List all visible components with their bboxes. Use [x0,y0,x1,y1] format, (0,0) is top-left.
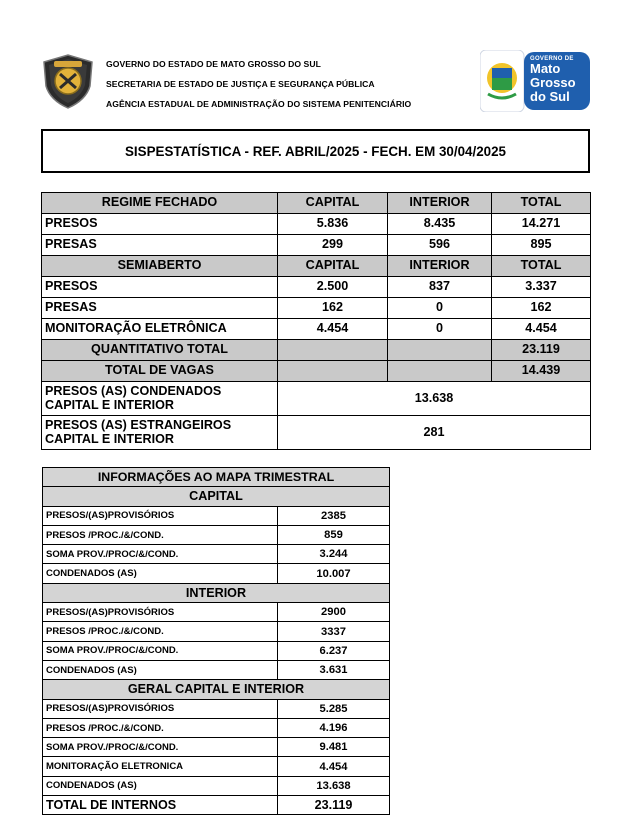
table-row [43,603,390,622]
row-label: MONITORAÇÃO ELETRÔNICA [42,319,278,340]
institution-header [106,54,411,114]
row-label: PRESOS /PROC./&/COND. [43,718,278,737]
section-header-geral: GERAL CAPITAL E INTERIOR [43,680,390,699]
header-regime-fechado: REGIME FECHADO [42,193,278,214]
interior-value: 0 [388,298,492,319]
total-internos-label: TOTAL DE INTERNOS [43,796,278,815]
total-value: 14.271 [492,214,591,235]
interior-value: 596 [388,235,492,256]
header-capital: CAPITAL [278,256,388,277]
condenados-label [42,382,278,416]
estrangeiros-label-line2: CAPITAL E INTERIOR [45,431,174,446]
row-label: SOMA PROV./PROC/&/COND. [43,738,278,757]
condenados-label-line2: CAPITAL E INTERIOR [45,397,174,412]
table-row [42,319,591,340]
row-value: 2385 [278,506,390,525]
capital-value: 4.454 [278,319,388,340]
agepen-badge-logo [40,52,96,110]
table-row [43,525,390,544]
estrangeiros-label [42,416,278,450]
row-value: 3.631 [278,660,390,679]
header-interior: INTERIOR [388,256,492,277]
row-label: PRESOS [42,214,278,235]
quantitativo-total-row [42,340,591,361]
table-row [43,564,390,583]
row-value: 4.454 [278,757,390,776]
regime-statistics-table [41,192,591,450]
row-value: 3337 [278,622,390,641]
interior-value: 0 [388,319,492,340]
total-vagas-row [42,361,591,382]
ms-government-logo [480,50,590,112]
header-line-agency: AGÊNCIA ESTADUAL DE ADMINISTRAÇÃO DO SISTEMA PENITENCIÁRIO [106,99,412,109]
row-label: PRESAS [42,235,278,256]
quarterly-map-title: INFORMAÇÕES AO MAPA TRIMESTRAL [43,468,390,487]
row-value: 4.196 [278,718,390,737]
estrangeiros-label-line1: PRESOS (AS) ESTRANGEIROS [45,418,232,433]
row-value: 2900 [278,603,390,622]
condenados-value: 13.638 [278,382,591,416]
condenados-row [42,382,591,416]
row-label: SOMA PROV./PROC/&/COND. [43,545,278,564]
estrangeiros-value: 281 [278,416,591,450]
interior-value: 837 [388,277,492,298]
report-title-box [41,129,590,173]
estrangeiros-row [42,416,591,450]
capital-value: 2.500 [278,277,388,298]
table-row [43,660,390,679]
total-vagas-label: TOTAL DE VAGAS [42,361,278,382]
table-row [43,776,390,795]
row-label: CONDENADOS (AS) [43,776,278,795]
table-row [43,738,390,757]
row-label: CONDENADOS (AS) [43,660,278,679]
capital-value: 5.836 [278,214,388,235]
row-label: PRESOS [42,277,278,298]
table-header-row [42,193,591,214]
header-interior: INTERIOR [388,193,492,214]
header-total: TOTAL [492,256,591,277]
table-row [43,699,390,718]
table-row [43,622,390,641]
table-header-row [42,256,591,277]
table-row [42,214,591,235]
section-header-interior: INTERIOR [43,583,390,602]
logo-line-grosso: Grosso [530,75,576,90]
header-total: TOTAL [492,193,591,214]
logo-small-text: GOVERNO DE [530,56,574,62]
row-value: 859 [278,525,390,544]
row-label: PRESOS /PROC./&/COND. [43,525,278,544]
table-row [43,641,390,660]
empty-cell [278,340,388,361]
capital-value: 162 [278,298,388,319]
table-row [43,545,390,564]
total-value: 162 [492,298,591,319]
quantitativo-total-label: QUANTITATIVO TOTAL [42,340,278,361]
row-value: 10.007 [278,564,390,583]
total-internos-value: 23.119 [278,796,390,815]
row-label: PRESOS/(AS)PROVISÓRIOS [43,603,278,622]
table-row [43,506,390,525]
total-vagas-value: 14.439 [492,361,591,382]
header-semiaberto: SEMIABERTO [42,256,278,277]
row-value: 9.481 [278,738,390,757]
header-capital: CAPITAL [278,193,388,214]
row-label: PRESOS/(AS)PROVISÓRIOS [43,699,278,718]
row-value: 6.237 [278,641,390,660]
report-title: SISPESTATÍSTICA - REF. ABRIL/2025 - FECH. EM 30/04/2025 [125,143,506,159]
total-value: 3.337 [492,277,591,298]
row-label: SOMA PROV./PROC/&/COND. [43,641,278,660]
table-row [42,235,591,256]
condenados-label-line1: PRESOS (AS) CONDENADOS [45,384,222,399]
header-line-government: GOVERNO DO ESTADO DE MATO GROSSO DO SUL [106,59,321,69]
row-value: 13.638 [278,776,390,795]
row-label: PRESOS /PROC./&/COND. [43,622,278,641]
empty-cell [388,340,492,361]
table-row [42,298,591,319]
row-value: 3.244 [278,545,390,564]
total-value: 895 [492,235,591,256]
quarterly-map-table [42,467,390,815]
header-line-secretariat: SECRETARIA DE ESTADO DE JUSTIÇA E SEGURANÇA PÚBLICA [106,79,375,89]
table-row [43,718,390,737]
logo-line-dosul: do Sul [530,89,570,104]
logo-line-mato: Mato [530,61,561,76]
table-row [43,757,390,776]
row-label: MONITORAÇÃO ELETRONICA [43,757,278,776]
row-label: PRESOS/(AS)PROVISÓRIOS [43,506,278,525]
row-value: 5.285 [278,699,390,718]
quantitativo-total-value: 23.119 [492,340,591,361]
table-row [42,277,591,298]
empty-cell [388,361,492,382]
row-label: CONDENADOS (AS) [43,564,278,583]
capital-value: 299 [278,235,388,256]
row-label: PRESAS [42,298,278,319]
total-value: 4.454 [492,319,591,340]
total-internos-row [43,796,390,815]
section-header-capital: CAPITAL [43,487,390,506]
interior-value: 8.435 [388,214,492,235]
empty-cell [278,361,388,382]
